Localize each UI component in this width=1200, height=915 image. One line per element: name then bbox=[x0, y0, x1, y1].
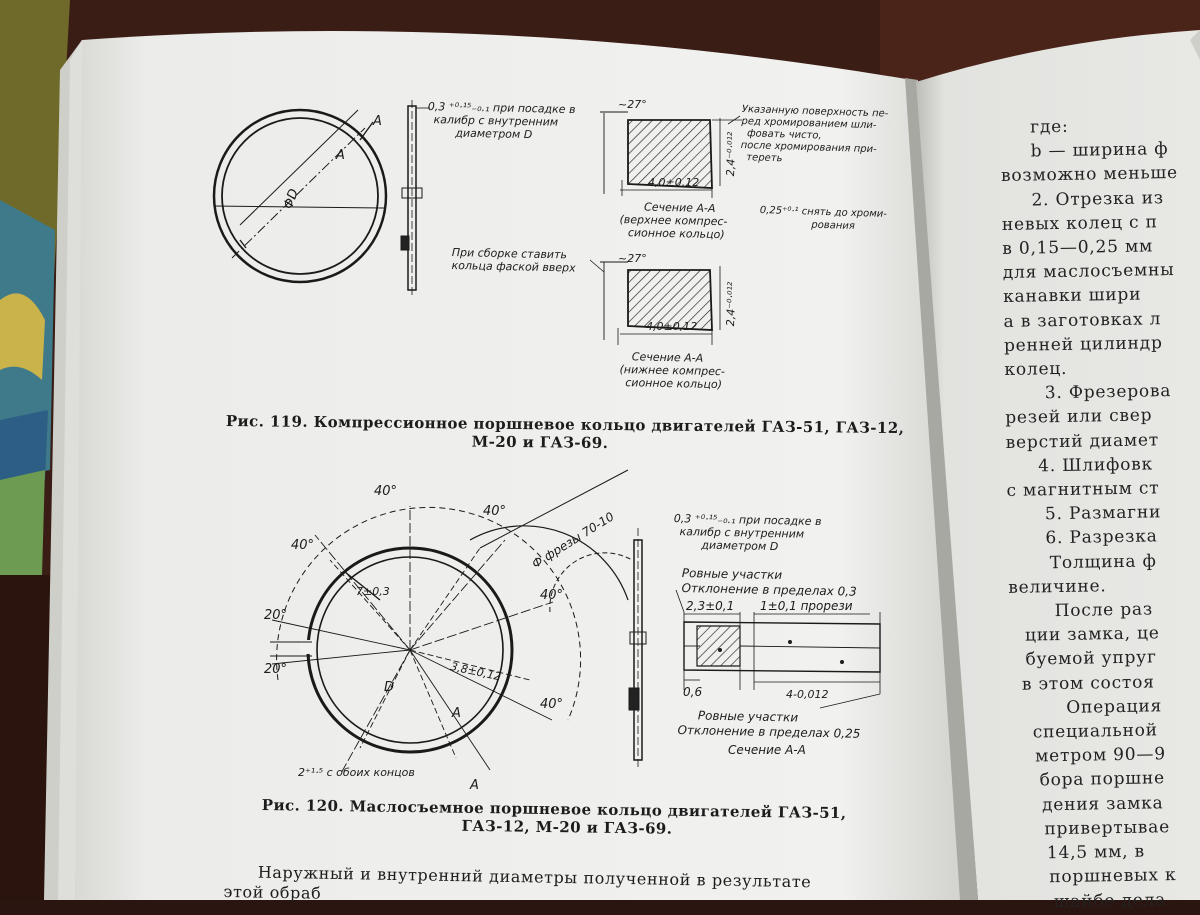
fig120-angle-5: 40° bbox=[540, 697, 564, 712]
fig119-label-a2: A bbox=[336, 148, 345, 163]
right-page-line: для маслосъемны bbox=[1002, 260, 1175, 284]
right-page-line: буемой упруг bbox=[1025, 647, 1157, 671]
fig119-height-bottom: 2,4⁻⁰·⁰¹² bbox=[724, 281, 739, 327]
fig119-assembly-note: При сборке ставить кольца фаской вверх bbox=[451, 246, 576, 275]
fig119-chamfer-note: 0,25⁺⁰·¹ снять до хроми- рования bbox=[759, 204, 888, 232]
fig119-caption: Рис. 119. Компрессионное поршневое кольцо двигателей ГАЗ-51, ГАЗ-12, М-20 и ГАЗ-69. bbox=[225, 412, 905, 453]
fig120-dim-1: 1±0,1 прорези bbox=[760, 599, 853, 613]
right-page-line: 5. Размагни bbox=[1044, 502, 1162, 525]
fig119-section-upper: Сечение А-А (верхнее компрес- сионное кольцо) bbox=[619, 200, 728, 242]
right-page-line: ции замка, це bbox=[1024, 623, 1160, 646]
fig119-label-diameter: ΦD bbox=[281, 186, 303, 212]
fig119-section-lower: Сечение А-А (нижнее компрес- сионное кольцо) bbox=[619, 350, 726, 392]
fig120-radial-dim: 3,8±0,12 bbox=[449, 660, 503, 684]
fig120-angle-2: 40° bbox=[483, 504, 507, 519]
right-page-line: канавки шири bbox=[1002, 284, 1142, 308]
right-page-line: привертывае bbox=[1044, 817, 1171, 840]
right-page-line: 2. Отрезка из bbox=[1031, 187, 1164, 211]
right-page-line: поршневых к bbox=[1049, 865, 1177, 888]
fig120-dim-06: 0,6 bbox=[683, 685, 703, 699]
right-page-line: Толщина ф bbox=[1049, 550, 1157, 573]
fig120-cutter-label: Ф фрезы 70-10 bbox=[529, 509, 617, 572]
fig120-angle-7: 20° bbox=[264, 662, 288, 677]
fig119-angle-bottom: ~27° bbox=[618, 252, 647, 265]
right-page-line: метром 90—9 bbox=[1035, 744, 1167, 767]
right-page-line: а в заготовках л bbox=[1003, 308, 1162, 332]
fig119-label-a: A bbox=[373, 114, 382, 129]
fig119-width-top: 4,0±0,12 bbox=[648, 176, 700, 189]
fig120-angle-3: 40° bbox=[291, 538, 315, 553]
right-page-line: ренней цилиндр bbox=[1003, 333, 1163, 356]
fig120-slot-dim: 7±0,3 bbox=[356, 585, 390, 598]
fig120-flat-note-bottom: Ровные участки Отклонение в пределах 0,25 bbox=[677, 708, 861, 741]
fig120-label-d: D bbox=[384, 680, 395, 695]
fig120-angle-6: 20° bbox=[264, 608, 288, 623]
right-page-line: Операция bbox=[1066, 696, 1163, 718]
fig120-dim-4: 4-0,012 bbox=[786, 688, 829, 701]
fig120-angle-4: 40° bbox=[540, 588, 564, 603]
right-page-line: специальной bbox=[1032, 720, 1158, 743]
fig120-angle-1: 40° bbox=[374, 484, 398, 499]
fig119-tolerance-note: 0,3 ⁺⁰·¹⁵₋₀.₁ при посадке в калибр с внутренним диаметром D bbox=[427, 100, 576, 142]
right-page-line: колец. bbox=[1004, 358, 1068, 380]
right-page-line: в этом состоя bbox=[1021, 672, 1155, 695]
right-page-line: шайбе дела bbox=[1053, 889, 1167, 912]
fig120-flat-note-top: Ровные участки Отклонение в пределах 0,3 bbox=[681, 566, 857, 599]
right-page-line: 14,5 мм, в bbox=[1046, 841, 1146, 864]
left-page-body-text: Наружный и внутренний диаметры полученной в результате этой обраб bbox=[223, 862, 812, 903]
right-page-line: 3. Фрезерова bbox=[1044, 381, 1172, 404]
fig120-caption: Рис. 120. Маслосъемное поршневое кольцо двигателей ГАЗ-51, ГАЗ-12, М-20 и ГАЗ-69. bbox=[261, 796, 847, 838]
fig119-chrome-note: Указанную поверхность пе- ред хромированием шли- фовать чисто, после хромирования при- тереть bbox=[740, 104, 889, 165]
right-page-text bbox=[1000, 113, 1191, 915]
fig119-width-bottom: 4,0±0,12 bbox=[646, 320, 698, 333]
right-page-line: 4. Шлифовк bbox=[1037, 454, 1154, 477]
right-page-line: верстий диамет bbox=[1005, 429, 1160, 453]
right-page-line: b — ширина ф bbox=[1030, 139, 1169, 162]
fig119-height-top: 2,4⁻⁰·⁰¹² bbox=[724, 131, 739, 177]
right-page-line: невых колец с п bbox=[1001, 212, 1158, 235]
fig120-label-a2: A bbox=[470, 778, 479, 793]
right-page-line: бора поршне bbox=[1039, 768, 1166, 791]
right-page-line: где: bbox=[1030, 116, 1069, 138]
fig120-dim-23: 2,3±0,1 bbox=[686, 599, 735, 613]
fig120-ends-note: 2⁺¹·⁵ с обоих концов bbox=[298, 766, 415, 779]
right-page-line: в 0,15—0,25 мм bbox=[1002, 236, 1154, 259]
fig120-tolerance-note: 0,3 ⁺⁰·¹⁵₋₀.₁ при посадке в калибр с внутренним диаметром D bbox=[673, 512, 822, 554]
right-page-line: возможно меньше bbox=[1000, 163, 1179, 187]
right-page-line: После раз bbox=[1054, 599, 1154, 622]
fig120-label-a: A bbox=[452, 706, 461, 721]
fig119-angle-top: ~27° bbox=[618, 98, 647, 111]
right-page-line: дения замка bbox=[1041, 792, 1164, 816]
right-page-line: величине. bbox=[1008, 576, 1107, 598]
right-page-line: 6. Разрезка bbox=[1045, 526, 1158, 549]
fig120-section: Сечение А-А bbox=[728, 743, 806, 757]
right-page-line: с магнитным ст bbox=[1006, 478, 1160, 501]
right-page-line: резей или свер bbox=[1005, 405, 1153, 429]
